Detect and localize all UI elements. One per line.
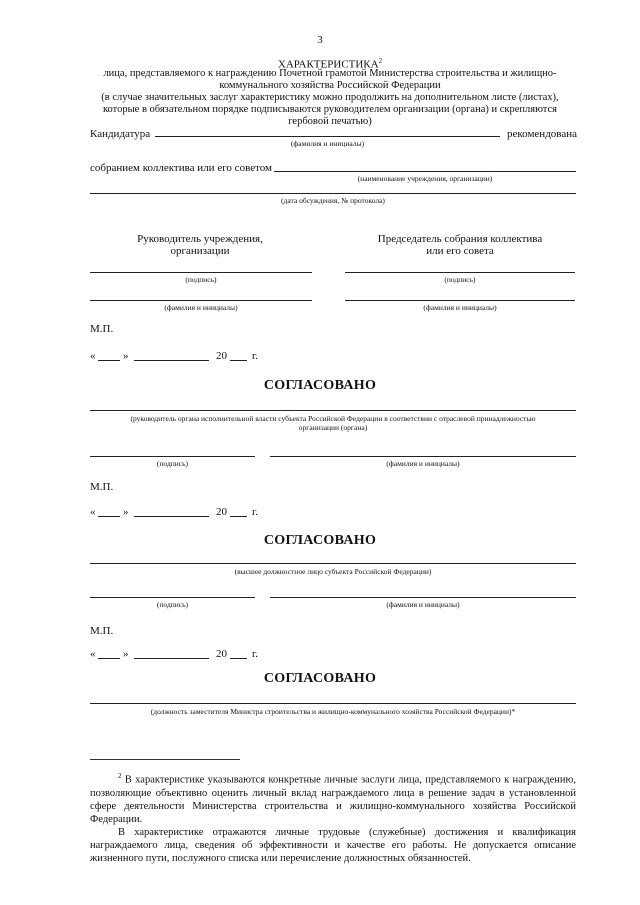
- year-field-1[interactable]: [230, 360, 247, 361]
- approval-3-position-field[interactable]: [90, 703, 576, 704]
- year-field-3[interactable]: [230, 658, 247, 659]
- head-title-2: организации: [170, 245, 230, 257]
- chair-signature-caption: (подпись): [444, 275, 476, 284]
- date-close-quote: »: [123, 350, 129, 362]
- chair-name-caption: (фамилия и инициалы): [423, 303, 497, 312]
- approval-2-signature-caption: (подпись): [156, 600, 189, 609]
- candidacy-field[interactable]: [155, 136, 500, 137]
- year-prefix: 20: [216, 350, 227, 362]
- approval-1-caption-2: организации (органа): [298, 423, 368, 432]
- approval-2-name-caption: (фамилия и инициалы): [386, 600, 460, 609]
- day-field-2[interactable]: [98, 516, 120, 517]
- month-field-3[interactable]: [134, 658, 209, 659]
- chair-title-2: или его совета: [426, 245, 494, 257]
- chair-signature-field[interactable]: [345, 272, 575, 273]
- chair-title-1: Председатель собрания коллектива: [377, 233, 543, 245]
- discussion-date-caption: (дата обсуждения, № протокола): [281, 196, 385, 205]
- footnote-ref: 2: [378, 57, 383, 65]
- date-close-quote: »: [123, 506, 129, 518]
- year-suffix: г.: [252, 648, 259, 660]
- discussion-date-field[interactable]: [90, 193, 576, 194]
- stamp-label-2: М.П.: [90, 481, 114, 493]
- month-field-2[interactable]: [134, 516, 209, 517]
- organization-caption: (наименование учреждения, организации): [357, 174, 493, 183]
- year-suffix: г.: [252, 506, 259, 518]
- approval-2-name-field[interactable]: [270, 597, 576, 598]
- date-close-quote: »: [123, 648, 129, 660]
- head-name-caption: (фамилия и инициалы): [164, 303, 238, 312]
- year-prefix: 20: [216, 648, 227, 660]
- approval-2-signature-field[interactable]: [90, 597, 255, 598]
- year-prefix: 20: [216, 506, 227, 518]
- chair-name-field[interactable]: [345, 300, 575, 301]
- form-instruction-3: гербовой печатью): [288, 116, 372, 127]
- approval-1-name-caption: (фамилия и инициалы): [386, 459, 460, 468]
- footnote-text-1: В характеристике указываются конкретные личные заслуги лица, представляемого к награждению, позволяющие объективно оценить личный вклад награждаемого лица в решение задач в установленной сфере деятельности Министерства строительства и жилищно-коммунального хозяйства Российской Федерации.: [90, 774, 577, 825]
- head-signature-caption: (подпись): [185, 275, 217, 284]
- approval-1-caption-1: (руководитель органа исполнительной власти субъекта Российской Федерации в соответствии с отраслевой принадлежностью: [130, 414, 536, 423]
- footnote-paragraph-2: В характеристике отражаются личные трудовые (служебные) достижения и квалификация награждаемого лица, сведения об эффективности и качестве его работы. Не допускается описание жизненного пути, послужного списка или перечисление должностных обязанностей.: [90, 827, 576, 864]
- form-subtitle-2: коммунального хозяйства Российской Федерации: [219, 80, 441, 91]
- meeting-label: собранием коллектива или его советом: [90, 162, 272, 174]
- year-suffix: г.: [252, 350, 259, 362]
- head-name-field[interactable]: [90, 300, 312, 301]
- day-field-1[interactable]: [98, 360, 120, 361]
- candidacy-label: Кандидатура: [90, 128, 151, 140]
- stamp-label-1: М.П.: [90, 323, 114, 335]
- approval-1-signature-caption: (подпись): [156, 459, 189, 468]
- approval-1-authority-field[interactable]: [90, 410, 576, 411]
- form-instruction-1: (в случае значительных заслуг характеристику можно продолжить на дополнительном листе (листах),: [101, 92, 559, 103]
- form-title-text: ХАРАКТЕРИСТИКА: [277, 58, 379, 71]
- approval-1-name-field[interactable]: [270, 456, 576, 457]
- day-field-3[interactable]: [98, 658, 120, 659]
- head-signature-field[interactable]: [90, 272, 312, 273]
- approval-2-caption: (высшее должностное лицо субъекта Российской Федерации): [234, 567, 432, 576]
- month-field-1[interactable]: [134, 360, 209, 361]
- date-line-3: [90, 648, 290, 662]
- date-line-1: [90, 350, 290, 364]
- candidacy-caption: (фамилия и инициалы): [290, 139, 365, 148]
- footnote-paragraph-1: [90, 770, 576, 826]
- date-open-quote: «: [90, 506, 96, 518]
- candidacy-suffix: рекомендована: [507, 128, 577, 140]
- approval-2-official-field[interactable]: [90, 563, 576, 564]
- footnote-separator: [90, 759, 240, 760]
- form-subtitle-1: лица, представляемого к награждению Почетной грамотой Министерства строительства и жилищно-: [103, 68, 557, 79]
- approval-heading-3: СОГЛАСОВАНО: [263, 671, 377, 686]
- stamp-label-3: М.П.: [90, 625, 114, 637]
- approval-3-caption: (должность заместителя Министра строительства и жилищно-коммунального хозяйства Российской Федерации)*: [150, 707, 516, 716]
- approval-1-signature-field[interactable]: [90, 456, 255, 457]
- date-line-2: [90, 506, 290, 520]
- date-open-quote: «: [90, 648, 96, 660]
- year-field-2[interactable]: [230, 516, 247, 517]
- approval-heading-1: СОГЛАСОВАНО: [263, 378, 377, 393]
- date-open-quote: «: [90, 350, 96, 362]
- form-instruction-2: которые в обязательном порядке подписываются руководителем организации (органа) и скрепляются: [102, 104, 558, 115]
- footnote-mark: 2: [118, 772, 122, 780]
- page-number: 3: [317, 34, 323, 46]
- head-title-1: Руководитель учреждения,: [137, 233, 263, 245]
- approval-heading-2: СОГЛАСОВАНО: [263, 533, 377, 548]
- organization-field[interactable]: [274, 171, 576, 172]
